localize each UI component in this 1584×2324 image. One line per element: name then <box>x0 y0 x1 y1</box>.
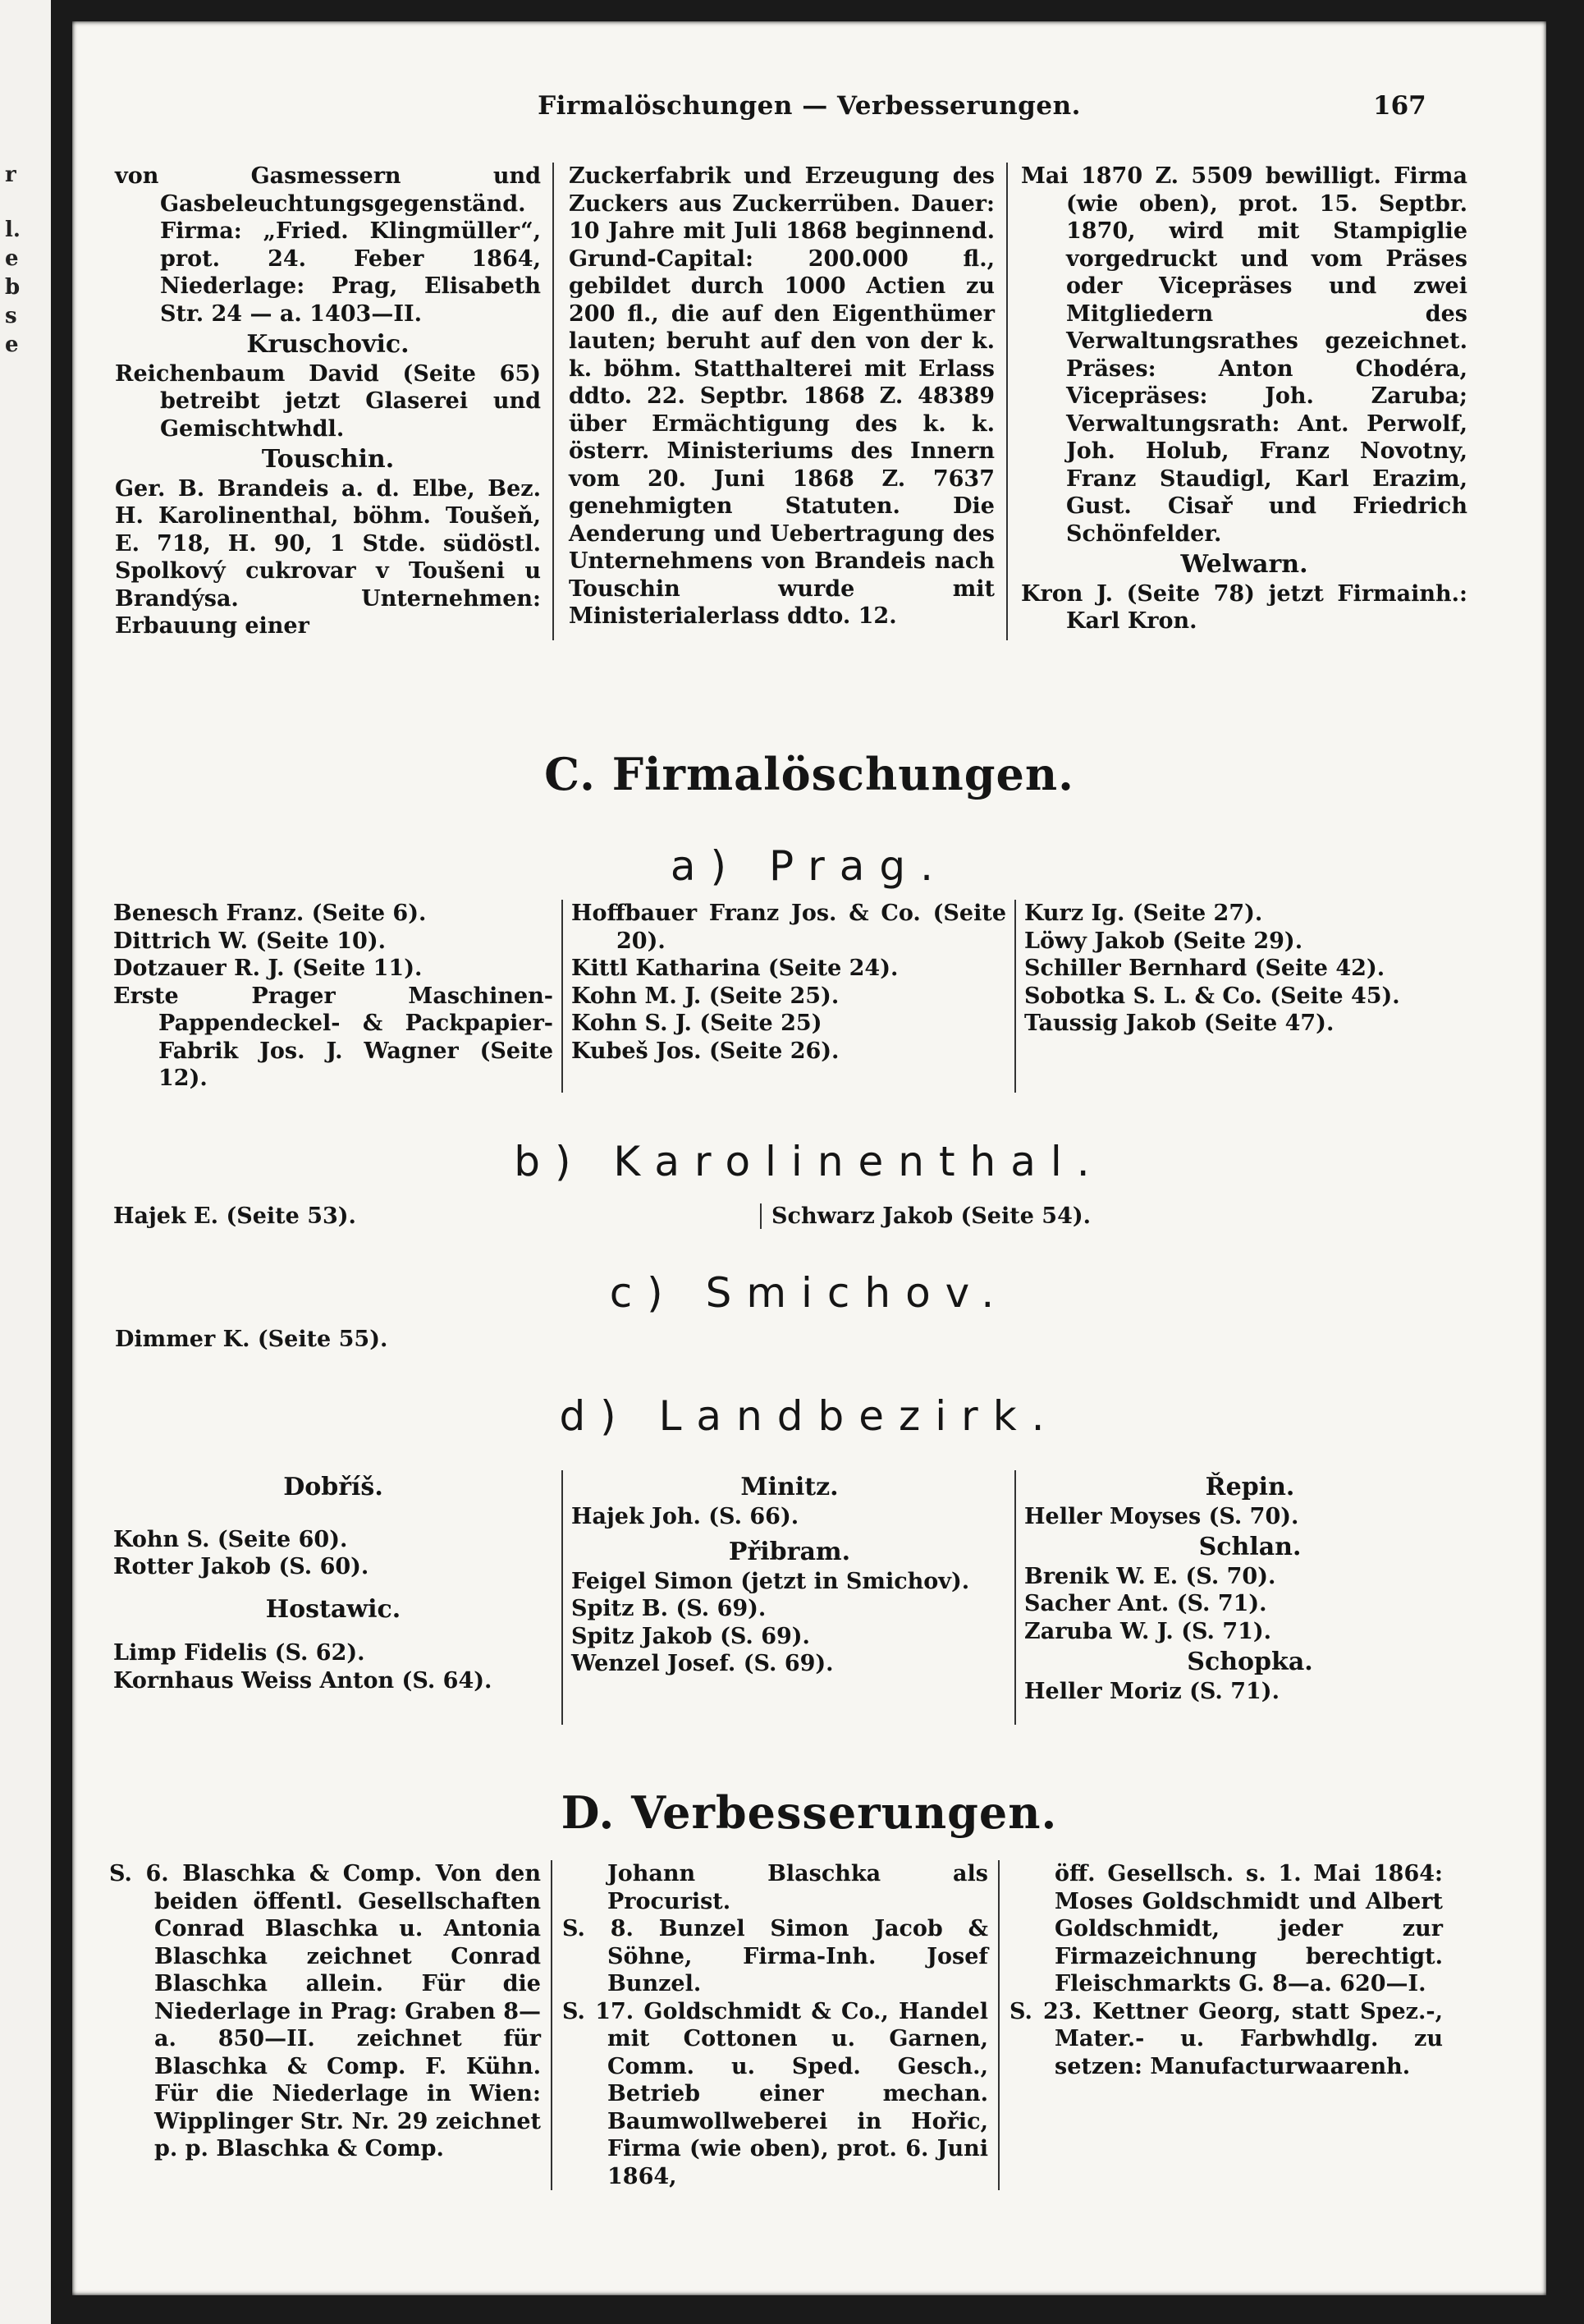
strip-char: r <box>5 163 16 187</box>
list-item: Sobotka S. L. & Co. (Seite 45). <box>1024 983 1400 1009</box>
list-item: Hajek Joh. (S. 66). <box>571 1503 799 1529</box>
list-item: Schwarz Jakob (Seite 54). <box>760 1203 1091 1229</box>
land-column-2 <box>563 1470 1016 1725</box>
list-item: Erste Prager Maschinen-Pappendeckel- & Packpapier-Fabrik Jos. J. Wagner (Seite 12). <box>113 983 553 1091</box>
paragraph: von Gasmessern und Gasbeleuchtungsgegenständ. Firma: „Fried. Klingmüller“, prot. 24. Feber 1864, Niederlage: Prag, Elisabeth Str. 24 — a. 1403—II. <box>115 163 541 327</box>
list-item: Kohn S. (Seite 60). <box>113 1526 348 1552</box>
prag-columns <box>113 900 1476 1093</box>
strip-char: l. <box>5 218 21 242</box>
list-item: Sacher Ant. (S. 71). <box>1024 1591 1267 1616</box>
place-heading: Hostawic. <box>265 1594 401 1624</box>
verbesserungen-columns <box>109 1860 1443 2190</box>
prag-column-1 <box>113 900 563 1093</box>
prag-column-2 <box>563 900 1016 1093</box>
paragraph: S. 8. Bunzel Simon Jacob & Söhne, Firma-Inh. Josef Bunzel. <box>562 1916 988 1996</box>
strip-char: s <box>5 304 17 328</box>
list-item: Löwy Jakob (Seite 29). <box>1024 928 1303 954</box>
subsection-d-title: d) Landbezirk. <box>559 1392 1060 1440</box>
adjacent-page-strip <box>0 0 51 2324</box>
section-d-title: D. Verbesserungen. <box>561 1786 1058 1839</box>
place-heading: Kruschovic. <box>246 330 410 359</box>
subsection-a-title: a) Prag. <box>670 842 949 890</box>
verb-column-2 <box>552 1860 1000 2190</box>
place-heading: Minitz. <box>740 1473 839 1501</box>
list-item: Kohn M. J. (Seite 25). <box>571 983 840 1009</box>
list-item: Spitz B. (S. 69). <box>571 1596 767 1621</box>
paragraph: S. 6. Blaschka & Comp. Von den beiden öffentl. Gesellschaften Conrad Blaschka u. Antonia Blaschka zeichnet Conrad Blaschka allein. Für die Niederlage in Prag: Graben 8—a. 850—II. zeichnet für Blaschka & Comp. F. Kühn. Für die Niederlage in Wien: Wipplinger Str. Nr. 29 zeichnet p. p. Blaschka & Comp. <box>109 1861 541 2161</box>
section-c-title: C. Firmalöschungen. <box>544 748 1074 800</box>
paragraph: Mai 1870 Z. 5509 bewilligt. Firma (wie oben), prot. 15. Septbr. 1870, wird mit Stampiglie vorgedruckt und vom Präses oder Vicepräses und zwei Mitgliedern des Verwaltungsrathes gezeichnet. Präses: Anton Chodéra, Vicepräses: Joh. Zaruba; Verwaltungsrath: Ant. Perwolf, Joh. Holub, Franz Novotny, Franz Staudigl, Karl Erazim, Gust. Cisař und Friedrich Schönfelder. <box>1021 163 1467 547</box>
place-heading: Schopka. <box>1187 1648 1313 1676</box>
list-item: Zaruba W. J. (S. 71). <box>1024 1618 1272 1644</box>
top-column-2 <box>554 163 1008 640</box>
strip-char: e <box>5 332 19 357</box>
strip-char: b <box>5 275 21 300</box>
list-item: Kornhaus Weiss Anton (S. 64). <box>113 1667 492 1694</box>
paragraph: öff. Gesellsch. s. 1. Mai 1864: Moses Goldschmidt und Albert Goldschmidt, jeder zur Firmazeichnung berechtigt. Fleischmarkts G. 8—a. 620—I. <box>1055 1861 1443 1996</box>
place-heading: Přibram. <box>728 1538 851 1566</box>
list-item: Benesch Franz. (Seite 6). <box>113 901 427 926</box>
list-item: Kohn S. J. (Seite 25) <box>571 1011 822 1036</box>
place-heading: Dobříš. <box>283 1473 383 1501</box>
place-heading: Řepin. <box>1205 1473 1295 1501</box>
place-heading: Schlan. <box>1198 1533 1302 1561</box>
list-item: Feigel Simon (jetzt in Smichov). <box>571 1568 970 1594</box>
verb-column-1 <box>109 1860 552 2190</box>
document-page <box>72 21 1546 2295</box>
list-item: Taussig Jakob (Seite 47). <box>1024 1011 1334 1036</box>
subsection-c-title: c) Smichov. <box>609 1269 1009 1317</box>
subsection-b-title: b) Karolinenthal. <box>514 1138 1105 1185</box>
strip-char: e <box>5 246 19 271</box>
paragraph: Johann Blaschka als Procurist. <box>607 1861 988 1914</box>
paragraph: S. 23. Kettner Georg, statt Spez.-, Mater.- u. Farbwhdlg. zu setzen: Manufacturwaarenh. <box>1009 1998 1443 2079</box>
list-item: Schiller Bernhard (Seite 42). <box>1024 956 1385 981</box>
top-column-3 <box>1008 163 1467 640</box>
paragraph: Zuckerfabrik und Erzeugung des Zuckers aus Zuckerrüben. Dauer: 10 Jahre mit Juli 1868 beginnend. Grund-Capital: 200.000 fl., gebildet durch 1000 Actien zu 200 fl., die auf den Eigenthümer lauten; beruht auf den von der k. k. böhm. Statthalterei mit Erlass ddto. 22. Septbr. 1868 Z. 48389 über Ermächtigung des k. k. österr. Ministeriums des Innern vom 20. Juni 1868 Z. 7637 genehmigten Statuten. Die Aenderung und Uebertragung des Unternehmens von Brandeis nach Touschin wurde mit Ministerialerlass ddto. 12. <box>569 163 995 629</box>
list-item: Dotzauer R. J. (Seite 11). <box>113 956 423 981</box>
paragraph: Ger. B. Brandeis a. d. Elbe, Bez. H. Karolinenthal, böhm. Toušeň, E. 718, H. 90, 1 Stde. südöstl. Spolkový cukrovar v Toušeni u Brandýsa. Unternehmen: Erbauung einer <box>115 475 541 639</box>
verb-column-3 <box>1000 1860 1443 2190</box>
list-item: Spitz Jakob (S. 69). <box>571 1623 810 1649</box>
top-column-1 <box>115 163 554 640</box>
list-item: Kubeš Jos. (Seite 26). <box>571 1038 840 1064</box>
land-column-1 <box>113 1470 563 1725</box>
landbezirk-columns <box>113 1470 1476 1725</box>
list-item: Hoffbauer Franz Jos. & Co. (Seite 20). <box>571 901 1006 954</box>
list-item: Dittrich W. (Seite 10). <box>113 928 386 954</box>
list-item: Dimmer K. (Seite 55). <box>115 1327 388 1352</box>
paragraph: Kron J. (Seite 78) jetzt Firmainh.: Karl Kron. <box>1021 580 1467 634</box>
page-number: 167 <box>1373 91 1426 121</box>
prag-column-3 <box>1016 900 1476 1093</box>
top-columns <box>115 163 1467 640</box>
place-heading: Touschin. <box>261 445 395 474</box>
paragraph: Reichenbaum David (Seite 65) betreibt jetzt Glaserei und Gemischtwhdl. <box>115 360 541 442</box>
list-item: Rotter Jakob (S. 60). <box>113 1554 369 1579</box>
list-item: Heller Moriz (S. 71). <box>1024 1678 1280 1704</box>
running-header: Firmalöschungen — Verbesserungen. <box>538 91 1081 121</box>
list-item: Kurz Ig. (Seite 27). <box>1024 901 1263 926</box>
land-column-3 <box>1016 1470 1476 1725</box>
list-item: Hajek E. (Seite 53). <box>113 1203 356 1229</box>
list-item: Limp Fidelis (S. 62). <box>113 1640 365 1666</box>
list-item: Brenik W. E. (S. 70). <box>1024 1563 1276 1589</box>
list-item: Heller Moyses (S. 70). <box>1024 1503 1299 1529</box>
place-heading: Welwarn. <box>1180 550 1308 579</box>
list-item: Kittl Katharina (Seite 24). <box>571 956 899 981</box>
list-item: Wenzel Josef. (S. 69). <box>571 1651 834 1676</box>
paragraph: S. 17. Goldschmidt & Co., Handel mit Cottonen u. Garnen, Comm. u. Sped. Gesch., Betrieb einer mechan. Baumwollweberei in Hořic, Firma (wie oben), prot. 6. Juni 1864, <box>562 1998 988 2189</box>
